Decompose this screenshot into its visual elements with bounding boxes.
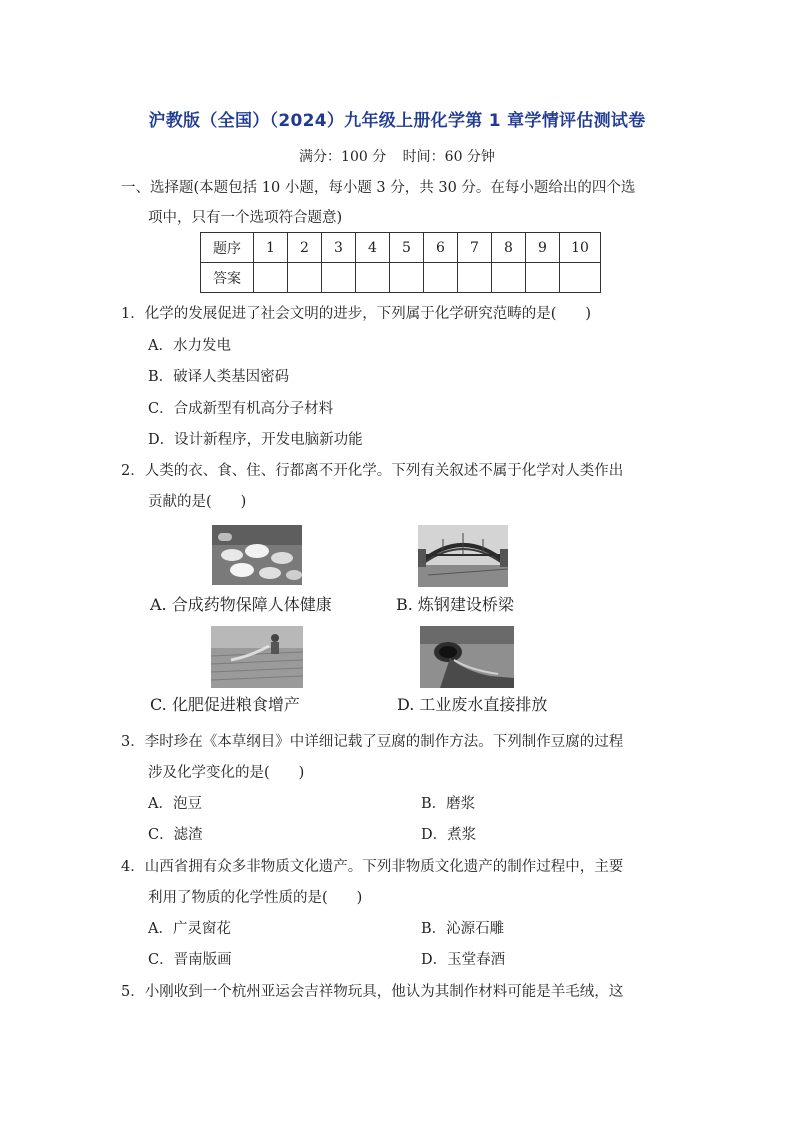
table-header-cell: 答案 <box>201 263 254 293</box>
table-cell: 5 <box>390 233 424 263</box>
question-1-option-a: A．水力发电 <box>148 338 231 354</box>
field-image <box>211 626 303 688</box>
table-row <box>201 263 601 293</box>
table-cell: 3 <box>322 233 356 263</box>
wastewater-image <box>420 626 514 688</box>
answer-cell <box>254 263 288 293</box>
question-2-stem: 2．人类的衣、食、住、行都离不开化学。下列有关叙述不属于化学对人类作出 <box>121 463 624 479</box>
answer-cell <box>288 263 322 293</box>
table-cell: 1 <box>254 233 288 263</box>
answer-cell <box>492 263 526 293</box>
answer-cell <box>390 263 424 293</box>
answer-cell <box>424 263 458 293</box>
table-cell: 10 <box>560 233 601 263</box>
answer-cell <box>322 263 356 293</box>
answer-cell <box>356 263 390 293</box>
question-3-stem-cont: 涉及化学变化的是( ) <box>148 765 305 781</box>
question-4-option-a: A．广灵窗花 <box>148 921 231 937</box>
table-cell: 2 <box>288 233 322 263</box>
question-1-option-b: B．破译人类基因密码 <box>148 369 290 385</box>
question-4-option-d: D．玉堂春酒 <box>421 952 506 968</box>
page-title: 沪教版（全国）（2024）九年级上册化学第 1 章学情评估测试卷 <box>148 111 646 131</box>
table-cell: 4 <box>356 233 390 263</box>
bridge-image <box>418 525 508 587</box>
question-4-stem-cont: 利用了物质的化学性质的是( ) <box>148 890 363 906</box>
question-4-option-b: B．沁源石雕 <box>421 921 505 937</box>
question-3-option-d: D．煮浆 <box>421 827 477 843</box>
question-1-option-c: C．合成新型有机高分子材料 <box>148 401 334 417</box>
table-header-cell: 题序 <box>201 233 254 263</box>
question-2-caption-c: C. 化肥促进粮食增产 <box>150 695 300 714</box>
question-1-stem: 1．化学的发展促进了社会文明的进步，下列属于化学研究范畴的是( ) <box>121 306 592 322</box>
question-4-option-c: C．晋南版画 <box>148 952 232 968</box>
question-5-stem: 5．小刚收到一个杭州亚运会吉祥物玩具，他认为其制作材料可能是羊毛绒，这 <box>121 984 624 1000</box>
question-2-caption-d: D. 工业废水直接排放 <box>397 695 548 714</box>
table-cell: 7 <box>458 233 492 263</box>
question-3-option-b: B．磨浆 <box>421 796 476 812</box>
table-cell: 9 <box>526 233 560 263</box>
pills-image <box>212 525 302 585</box>
section-heading-cont: 项中，只有一个选项符合题意) <box>148 210 343 226</box>
exam-time: 时间：60 分钟 <box>402 149 495 165</box>
question-2-caption-b: B. 炼钢建设桥梁 <box>396 595 514 614</box>
question-3-stem: 3．李时珍在《本草纲目》中详细记载了豆腐的制作方法。下列制作豆腐的过程 <box>121 734 624 750</box>
exam-meta <box>0 146 794 166</box>
question-1-option-d: D．设计新程序，开发电脑新功能 <box>148 432 363 448</box>
question-2-stem-cont: 贡献的是( ) <box>148 494 247 510</box>
table-cell: 6 <box>424 233 458 263</box>
table-row <box>201 233 601 263</box>
question-4-stem: 4．山西省拥有众多非物质文化遗产。下列非物质文化遗产的制作过程中，主要 <box>121 859 624 875</box>
answer-cell <box>458 263 492 293</box>
question-3-option-a: A．泡豆 <box>148 796 202 812</box>
answer-cell <box>560 263 601 293</box>
full-marks: 满分：100 分 <box>299 149 387 165</box>
answer-cell <box>526 263 560 293</box>
table-cell: 8 <box>492 233 526 263</box>
answer-table <box>200 232 601 293</box>
section-heading: 一、选择题(本题包括 10 小题，每小题 3 分，共 30 分。在每小题给出的四个选 <box>121 180 636 196</box>
question-3-option-c: C．滤渣 <box>148 827 203 843</box>
question-2-caption-a: A. 合成药物保障人体健康 <box>150 595 332 614</box>
